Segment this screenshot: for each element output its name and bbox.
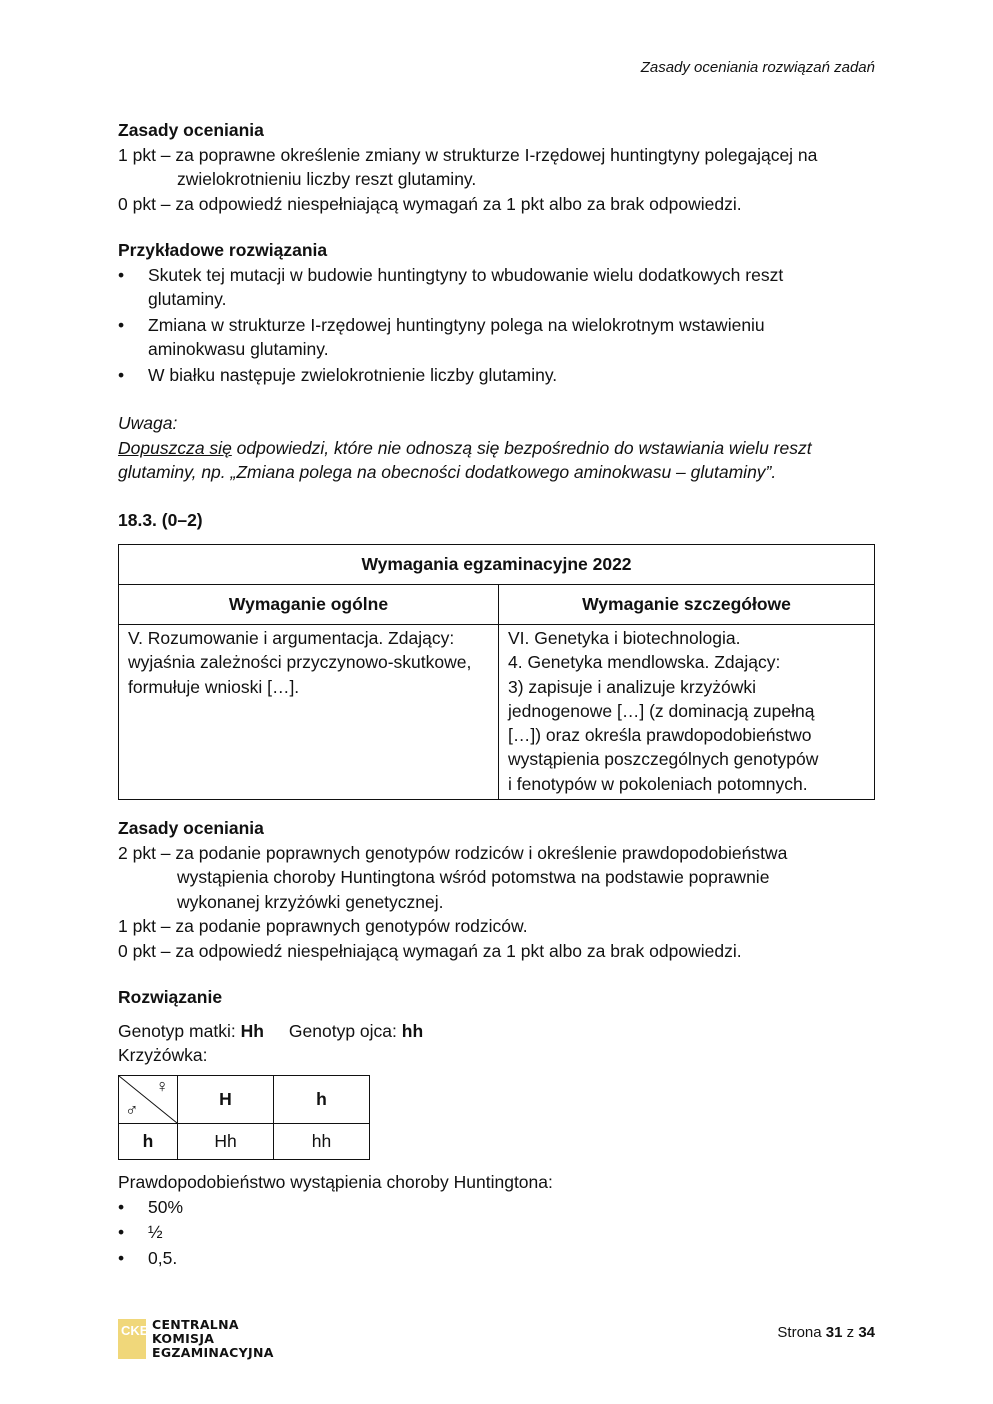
offspring-genotype: Hh: [178, 1124, 274, 1160]
list-item: • 0,5.: [118, 1246, 875, 1271]
punnett-square-wrapper: [118, 1075, 370, 1160]
female-gamete: H: [178, 1076, 274, 1124]
column-header-detailed: Wymaganie szczegółowe: [499, 585, 875, 625]
scoring-line: 0 pkt – za odpowiedź niespełniającą wymagań za 1 pkt albo za brak odpowiedzi.: [118, 940, 742, 961]
mother-genotype: Hh: [240, 1021, 264, 1041]
examples-list: [118, 263, 875, 388]
female-symbol-icon: ♀: [155, 1076, 169, 1096]
punnett-square: [118, 1075, 370, 1160]
logo-text: CENTRALNA KOMISJA EGZAMINACYJNA: [152, 1317, 274, 1360]
page-header: Zasady oceniania rozwiązań zadań: [640, 59, 875, 76]
probability-section: [118, 1170, 875, 1271]
scoring-line: 2 pkt – za podanie poprawnych genotypów rodziców i określenie prawdopodobieństwa: [118, 842, 788, 863]
requirements-table: [118, 544, 875, 800]
parent-genotypes: Genotyp matki: Hh Genotyp ojca: hh: [118, 1021, 424, 1041]
scoring-section-1: [118, 118, 875, 216]
father-genotype: hh: [401, 1021, 424, 1041]
scoring-line: zwielokrotnieniu liczby reszt glutaminy.: [177, 169, 477, 189]
scoring-line: 0 pkt – za odpowiedź niespełniającą wymagań za 1 pkt albo za brak odpowiedzi.: [118, 193, 742, 214]
task-number: 18.3. (0–2): [118, 510, 203, 530]
scoring-heading: Zasady oceniania: [118, 120, 264, 140]
probability-list: [118, 1195, 875, 1271]
cross-label: Krzyżówka:: [118, 1045, 208, 1065]
requirements-title: Wymagania egzaminacyjne 2022: [119, 545, 875, 585]
list-item: • Zmiana w strukturze I-rzędowej huntingtyny polega na wielokrotnym wstawieniu aminokwasu glutaminy.: [118, 313, 875, 362]
examples-heading: Przykładowe rozwiązania: [118, 240, 328, 260]
scoring-line: wystąpienia choroby Huntingtona wśród potomstwa na podstawie poprawnie: [177, 867, 770, 887]
female-gamete: h: [274, 1076, 370, 1124]
probability-label: Prawdopodobieństwo wystąpienia choroby Huntingtona:: [118, 1172, 553, 1192]
list-item: • Skutek tej mutacji w budowie huntingtyny to wbudowanie wielu dodatkowych reszt glutaminy.: [118, 263, 875, 312]
scoring-line: 1 pkt – za podanie poprawnych genotypów rodziców.: [118, 916, 528, 936]
examples-section: [118, 238, 875, 388]
scoring-line: 1 pkt – za poprawne określenie zmiany w strukturze I-rzędowej huntingtyny polegającej na: [118, 144, 818, 165]
logo-mark: CKE: [118, 1319, 146, 1359]
male-gamete: h: [119, 1124, 178, 1160]
scoring-line: wykonanej krzyżówki genetycznej.: [177, 891, 444, 912]
note-text: Dopuszcza się odpowiedzi, które nie odnoszą się bezpośrednio do wstawiania wielu reszt: [118, 437, 812, 458]
note-label: Uwaga:: [118, 413, 178, 433]
note-section: [118, 411, 875, 485]
scoring-heading: Zasady oceniania: [118, 818, 264, 838]
scoring-section-2: [118, 816, 875, 963]
column-header-general: Wymaganie ogólne: [119, 585, 499, 625]
general-requirement-cell: V. Rozumowanie i argumentacja. Zdający: wyjaśnia zależności przyczynowo-skutkowe, formułuje wnioski […].: [119, 625, 499, 800]
punnett-corner-cell: [119, 1076, 178, 1124]
detailed-requirement-cell: VI. Genetyka i biotechnologia. 4. Genetyka mendlowska. Zdający: 3) zapisuje i analizuje krzyżówki jednogenowe […] (z dominacją zupełną […]) oraz określa prawdopodobieństwo wystąpienia poszczególnych genotypów i fenotypów w pokoleniach potomnych.: [499, 625, 875, 800]
page-number: Strona 31 z 34: [777, 1324, 875, 1341]
list-item: • 50%: [118, 1195, 875, 1220]
offspring-genotype: hh: [274, 1124, 370, 1160]
requirements-table-wrapper: [118, 544, 875, 800]
cke-logo: [118, 1318, 274, 1360]
list-item: • W białku następuje zwielokrotnienie liczby glutaminy.: [118, 363, 875, 388]
note-text: glutaminy, np. „Zmiana polega na obecności dodatkowego aminokwasu – glutaminy”.: [118, 462, 777, 482]
solution-heading: Rozwiązanie: [118, 987, 223, 1007]
male-symbol-icon: ♂: [125, 1100, 139, 1120]
list-item: • ½: [118, 1220, 875, 1245]
